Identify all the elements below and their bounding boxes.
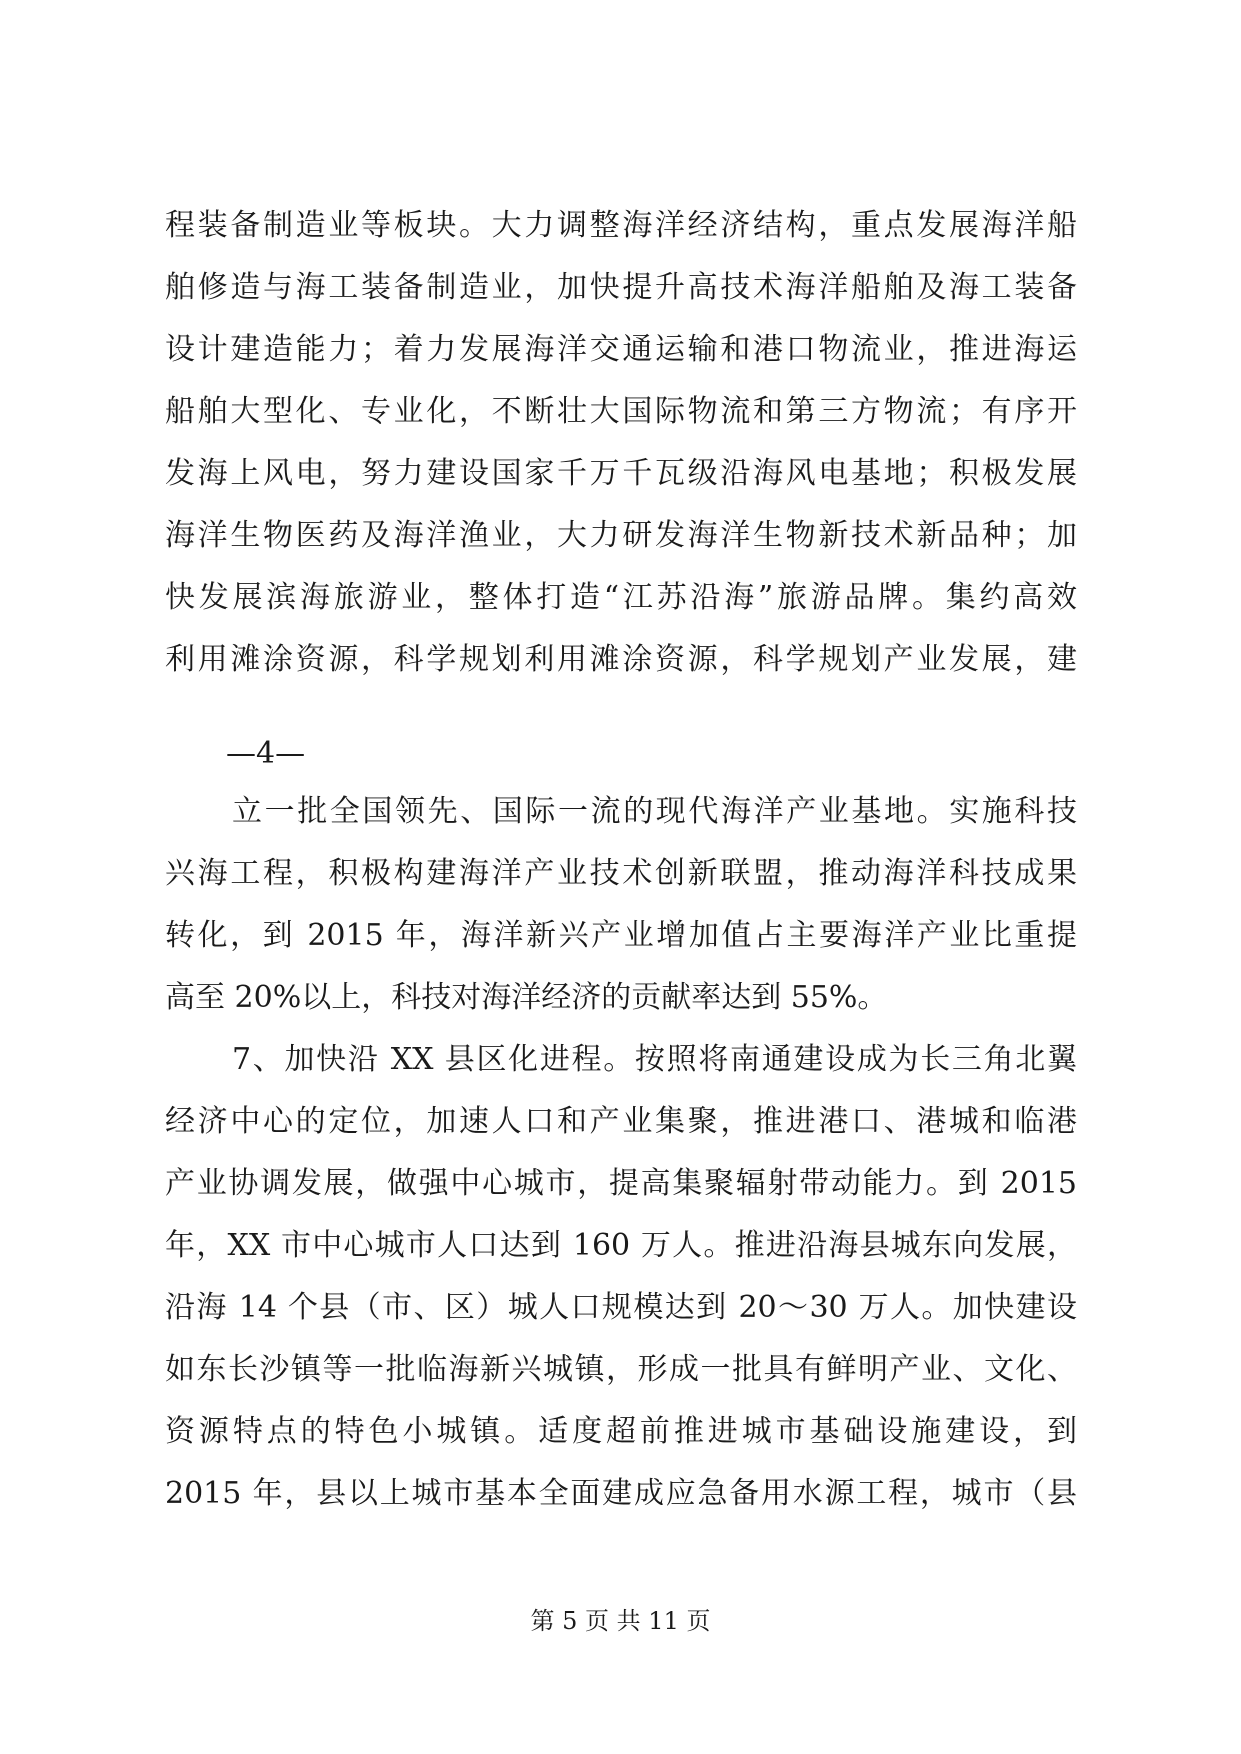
paragraph-line: 如东长沙镇等一批临海新兴城镇，形成一批具有鲜明产业、文化、	[165, 1352, 1077, 1387]
page-footer: 第 5 页 共 11 页	[530, 1607, 711, 1635]
paragraph-line: 船舶大型化、专业化，不断壮大国际物流和第三方物流；有序开	[165, 394, 1077, 429]
paragraph-line: 7、加快沿 XX 县区化进程。按照将南通建设成为长三角北翼	[232, 1042, 1077, 1077]
paragraph-line: 高至 20%以上，科技对海洋经济的贡献率达到 55%。	[165, 980, 888, 1015]
paragraph-line: 经济中心的定位，加速人口和产业集聚，推进港口、港城和临港	[165, 1104, 1077, 1139]
paragraph-line: 资源特点的特色小城镇。适度超前推进城市基础设施建设，到	[165, 1414, 1077, 1449]
paragraph-line: 海洋生物医药及海洋渔业，大力研发海洋生物新技术新品种；加	[165, 518, 1077, 553]
paragraph-line: 发海上风电，努力建设国家千万千瓦级沿海风电基地；积极发展	[165, 456, 1077, 491]
paragraph-line: 快发展滨海旅游业，整体打造“江苏沿海”旅游品牌。集约高效	[165, 580, 1077, 615]
paragraph-line: 兴海工程，积极构建海洋产业技术创新联盟，推动海洋科技成果	[165, 856, 1077, 891]
paragraph-line: 转化，到 2015 年，海洋新兴产业增加值占主要海洋产业比重提	[165, 918, 1077, 953]
paragraph-line: 立一批全国领先、国际一流的现代海洋产业基地。实施科技	[232, 794, 1077, 829]
paragraph-line: 沿海 14 个县（市、区）城人口规模达到 20～30 万人。加快建设	[165, 1290, 1077, 1325]
paragraph-line: 2015 年，县以上城市基本全面建成应急备用水源工程，城市（县	[165, 1476, 1077, 1511]
page-number-marker: —4—	[226, 736, 306, 771]
paragraph-line: 程装备制造业等板块。大力调整海洋经济结构，重点发展海洋船	[165, 208, 1077, 243]
paragraph-line: 年，XX 市中心城市人口达到 160 万人。推进沿海县城东向发展，	[165, 1228, 1077, 1263]
paragraph-line: 舶修造与海工装备制造业，加快提升高技术海洋船舶及海工装备	[165, 270, 1077, 305]
paragraph-line: 产业协调发展，做强中心城市，提高集聚辐射带动能力。到 2015	[165, 1166, 1077, 1201]
paragraph-line: 设计建造能力；着力发展海洋交通运输和港口物流业，推进海运	[165, 332, 1077, 367]
paragraph-line: 利用滩涂资源，科学规划利用滩涂资源，科学规划产业发展，建	[165, 642, 1077, 677]
